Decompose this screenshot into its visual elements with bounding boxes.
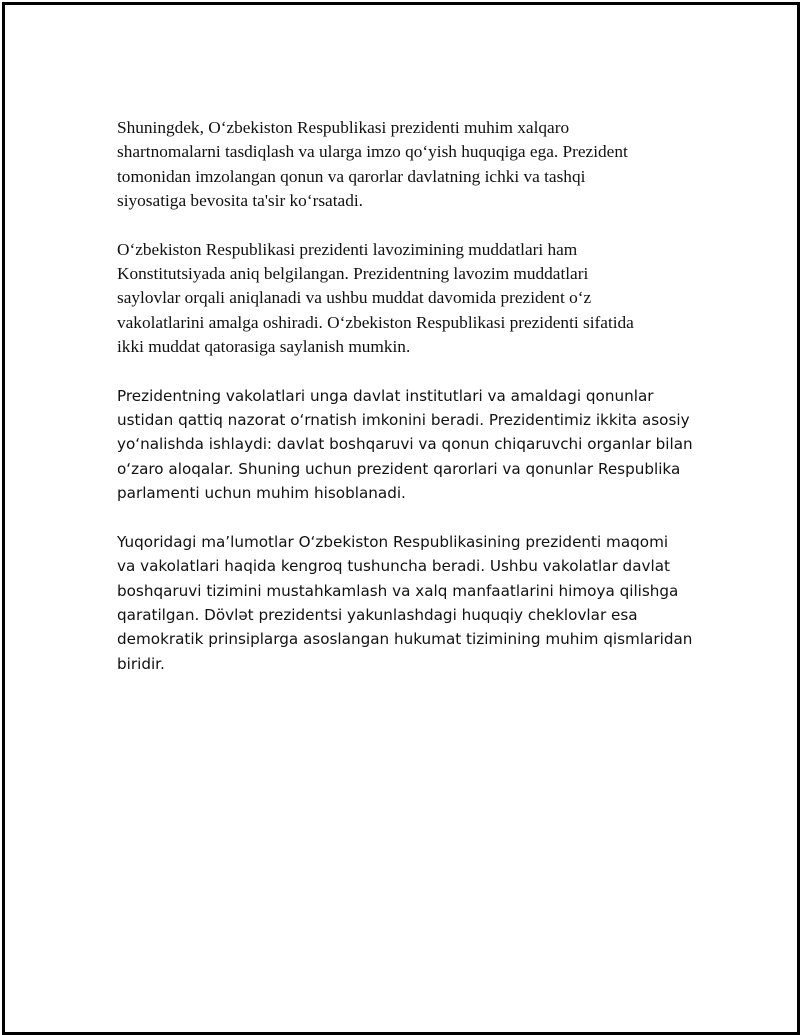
text-line: O‘zbekiston Respublikasi prezidenti lavozimining muddatlari ham bbox=[117, 239, 578, 259]
text-line: boshqaruvi tizimini mustahkamlash va xalq manfaatlarini himoya qilishga bbox=[117, 581, 679, 600]
document-body bbox=[117, 116, 697, 676]
paragraph-2 bbox=[117, 238, 697, 360]
text-line: Yuqoridagi ma’lumotlar O‘zbekiston Respublikasining prezidenti maqomi bbox=[117, 532, 669, 551]
text-line: Shuningdek, O‘zbekiston Respublikasi prezidenti muhim xalqaro bbox=[117, 118, 570, 137]
text-line: ikki muddat qatorasiga saylanish mumkin. bbox=[117, 337, 411, 357]
text-line: Konstitutsiyada aniq belgilangan. Prezidentning lavozim muddatlari bbox=[117, 264, 589, 284]
paragraph-4 bbox=[117, 530, 697, 676]
paragraph-1 bbox=[117, 116, 697, 214]
text-line: siyosatiga bevosita ta'sir ko‘rsatadi. bbox=[117, 191, 363, 211]
text-line: yo‘nalishda ishlaydi: davlat boshqaruvi va qonun chiqaruvchi organlar bilan bbox=[117, 435, 693, 454]
text-line: tomonidan imzolangan qonun va qarorlar davlatning ichki va tashqi bbox=[117, 166, 586, 186]
text-line: va vakolatlari haqida kengroq tushuncha beradi. Ushbu vakolatlar davlat bbox=[117, 557, 670, 576]
paragraph-3 bbox=[117, 384, 697, 506]
text-line: ustidan qattiq nazorat o‘rnatish imkonini beradi. Prezidentimiz ikkita asosiy bbox=[117, 411, 690, 430]
text-line: Prezidentning vakolatlari unga davlat institutlari va amaldagi qonunlar bbox=[117, 386, 654, 405]
text-line: qaratilgan. Dövlət prezidentsi yakunlashdagi huquqiy cheklovlar esa bbox=[117, 605, 638, 624]
text-line: saylovlar orqali aniqlanadi va ushbu muddat davomida prezident o‘z bbox=[117, 288, 592, 308]
text-line: parlamenti uchun muhim hisoblanadi. bbox=[117, 484, 406, 503]
text-line: demokratik prinsiplarga asoslangan hukumat tizimining muhim qismlaridan bbox=[117, 630, 693, 649]
text-line: biridir. bbox=[117, 654, 165, 673]
text-line: o‘zaro aloqalar. Shuning uchun prezident qarorlari va qonunlar Respublika bbox=[117, 459, 681, 478]
text-line: shartnomalarni tasdiqlash va ularga imzo qo‘yish huquqiga ega. Prezident bbox=[117, 142, 628, 162]
text-line: vakolatlarini amalga oshiradi. O‘zbekiston Respublikasi prezidenti sifatida bbox=[117, 312, 634, 332]
